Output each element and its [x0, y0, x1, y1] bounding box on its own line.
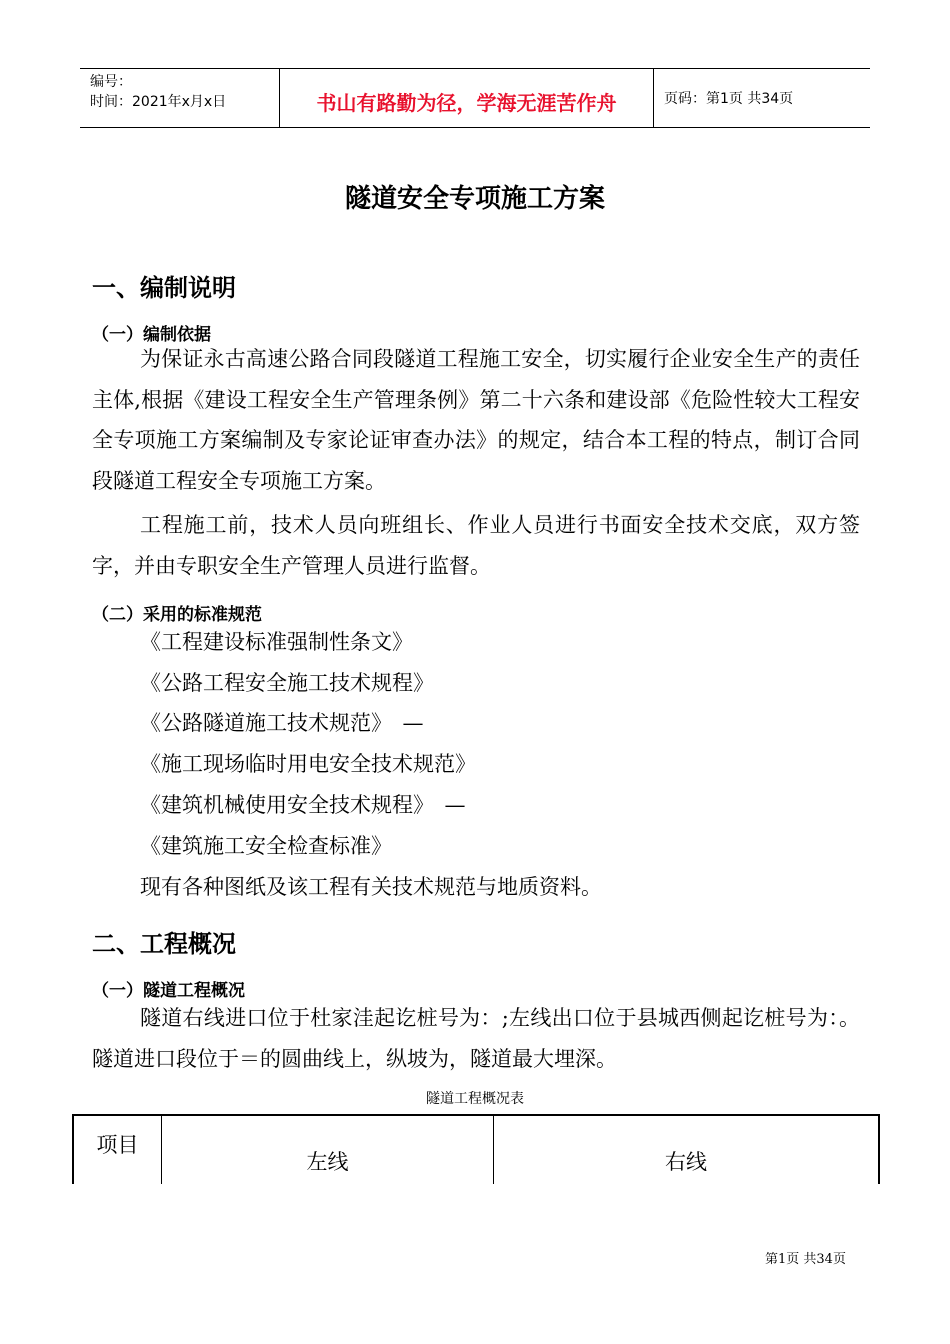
- section-1-heading: 一、编制说明: [92, 274, 236, 302]
- section-1-2-heading: （二）采用的标准规范: [92, 605, 262, 625]
- standard-item: 《工程建设标准强制性条文》: [140, 630, 413, 654]
- header-time: 时间：2021年x月x日: [90, 94, 227, 110]
- standard-item: 《公路工程安全施工技术规程》: [140, 671, 434, 695]
- table-header-left-line: 左线: [162, 1116, 494, 1184]
- standard-item: 《建筑施工安全检查标准》: [140, 834, 392, 858]
- header-meta: [80, 69, 280, 127]
- table-header-item: 项目: [74, 1116, 162, 1184]
- header-motto: 书山有路勤为径，学海无涯苦作舟: [280, 69, 654, 127]
- header-page-info: 页码：第1页 共34页: [664, 91, 794, 107]
- standard-item: 《建筑机械使用安全技术规程》 —: [140, 793, 466, 817]
- standards-closing: 现有各种图纸及该工程有关技术规范与地质资料。: [140, 875, 602, 899]
- section-1-1-heading: （一）编制依据: [92, 325, 211, 345]
- section-2-heading: 二、工程概况: [92, 930, 236, 958]
- section-2-1-paragraph: 隧道右线进口位于杜家洼起讫桩号为：;左线出口位于县城西侧起讫桩号为：。隧道进口段位于＝的圆曲线上，纵坡为，隧道最大埋深。: [92, 1006, 860, 1071]
- table-caption: 隧道工程概况表: [426, 1091, 524, 1107]
- section-1-1-paragraph-2: 工程施工前，技术人员向班组长、作业人员进行书面安全技术交底，双方签字，并由专职安全生产管理人员进行监督。: [92, 513, 860, 578]
- table-header-right-line: 右线: [665, 1150, 707, 1174]
- header-number: 编号：: [90, 74, 132, 90]
- section-1-1-paragraph-1: 为保证永古高速公路合同段隧道工程施工安全，切实履行企业安全生产的责任主体,根据《建设工程安全生产管理条例》第二十六条和建设部《危险性较大工程安全专项施工方案编制及专家论证审查办法》的规定，结合本工程的特点，制订合同段隧道工程安全专项施工方案。: [92, 347, 860, 493]
- page-header: [80, 68, 870, 128]
- document-title: 隧道安全专项施工方案: [344, 184, 605, 214]
- page-footer: 第1页 共34页: [765, 1252, 846, 1267]
- standard-item: 《施工现场临时用电安全技术规范》: [140, 752, 476, 776]
- overview-table: [72, 1114, 880, 1184]
- standard-item: 《公路隧道施工技术规范》 —: [140, 711, 424, 735]
- section-2-1-heading: （一）隧道工程概况: [92, 981, 245, 1001]
